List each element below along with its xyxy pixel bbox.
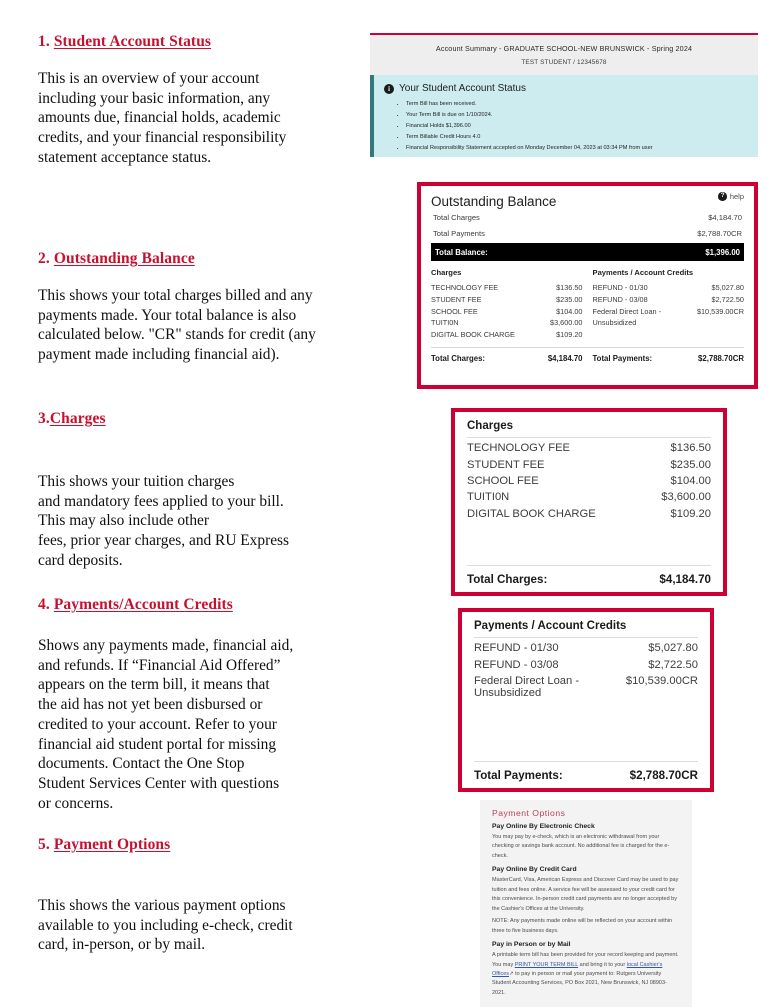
guide-section-2 bbox=[38, 250, 338, 365]
status-item: • Financial Responsibility Statement accepted on Monday December 04, 2023 at 03:34 PM from user bbox=[406, 143, 748, 154]
guide-section-3-title: Charges bbox=[49, 410, 106, 427]
guide-text-line: card deposits. bbox=[38, 551, 123, 569]
guide-column bbox=[0, 0, 360, 1007]
footer-total-payments-label: Total Payments: bbox=[592, 354, 653, 364]
guide-text-line: available to you including e-check, credit bbox=[38, 916, 293, 934]
charge-label: TECHNOLOGY FEE bbox=[467, 442, 570, 455]
charge-label: TUITI0N bbox=[431, 318, 459, 328]
payment-options-mail-paragraph bbox=[492, 951, 680, 998]
guide-text-line: financial aid student portal for missing bbox=[38, 735, 277, 753]
balance-footer-totals bbox=[431, 347, 744, 363]
outstanding-balance-title: Outstanding Balance bbox=[431, 194, 557, 209]
student-account-status-box bbox=[370, 75, 758, 157]
footer-total-payments bbox=[593, 354, 745, 363]
payment-label: Federal Direct Loan - Unsubsidized bbox=[474, 674, 580, 699]
student-account-status-title bbox=[384, 83, 748, 94]
charge-amount: $235.00 bbox=[670, 458, 711, 471]
charge-label: DIGITAL BOOK CHARGE bbox=[467, 507, 596, 520]
guide-section-5 bbox=[38, 836, 338, 955]
payment-options-heading: Pay Online By Credit Card bbox=[492, 866, 577, 874]
guide-text-line: payment made including financial aid). bbox=[38, 346, 280, 364]
charge-label: TUITI0N bbox=[467, 491, 510, 504]
guide-section-1-body bbox=[38, 69, 338, 168]
outstanding-balance-header bbox=[431, 192, 744, 209]
charge-amount: $3,600.00 bbox=[661, 491, 711, 504]
guide-text-line: This may also include other bbox=[38, 512, 209, 530]
charge-amount: $104.00 bbox=[670, 474, 711, 487]
guide-section-5-number: 5. bbox=[38, 836, 50, 853]
payments-card-spacer bbox=[474, 701, 698, 761]
guide-section-2-heading bbox=[38, 250, 338, 268]
guide-text-line: Student Services Center with questions bbox=[38, 775, 280, 793]
total-payments-value: $2,788.70CR bbox=[697, 228, 742, 238]
balance-payment-row bbox=[593, 317, 745, 329]
charge-label: DIGITAL BOOK CHARGE bbox=[431, 330, 515, 340]
charges-card-row bbox=[467, 506, 711, 522]
balance-charge-row bbox=[431, 294, 583, 306]
guide-text-line: appears on the term bill, it means that bbox=[38, 676, 270, 694]
total-balance-value: $1,396.00 bbox=[705, 247, 740, 257]
payment-label: Federal Direct Loan - bbox=[592, 306, 662, 316]
mail-text-part1: A printable term bill has been provided for your record keeping and payment. You may bbox=[492, 952, 679, 968]
guide-section-5-title: Payment Options bbox=[53, 836, 171, 853]
total-balance-row bbox=[431, 243, 744, 261]
charge-amount: $109.20 bbox=[670, 507, 711, 520]
payment-options-title: Payment Options bbox=[492, 808, 566, 818]
payment-amount: $10,539.00CR bbox=[625, 674, 698, 687]
footer-total-charges-value: $4,184.70 bbox=[547, 354, 583, 364]
charge-label: TECHNOLOGY FEE bbox=[431, 283, 499, 292]
balance-charge-row bbox=[431, 282, 583, 294]
payment-amount: $2,722.50 bbox=[711, 294, 744, 304]
guide-text-line: documents. Contact the One Stop bbox=[38, 755, 245, 773]
local-cashiers-offices-link[interactable]: local Cashier's Offices bbox=[492, 961, 663, 977]
outstanding-balance-screenshot bbox=[417, 182, 758, 389]
guide-section-3-heading bbox=[38, 410, 338, 428]
charges-total-value: $4,184.70 bbox=[659, 573, 711, 586]
payment-amount: $2,722.50 bbox=[648, 658, 698, 671]
guide-section-4-title: Payments/Account Credits bbox=[53, 596, 233, 613]
guide-text-line: This shows the various payment options bbox=[38, 897, 286, 914]
charges-card-header: Charges bbox=[467, 420, 711, 438]
mail-text-part3: to pay in person or mail your payment to: Rutgers University Student Accounting Services, PO Box 2021, New Brunswick, NJ 08903-2021. bbox=[492, 970, 667, 996]
charge-amount: $104.00 bbox=[556, 306, 583, 316]
payment-options-screenshot bbox=[480, 800, 692, 1007]
footer-total-payments-value: $2,788.70CR bbox=[698, 354, 744, 364]
external-link-icon: ↗ bbox=[509, 970, 514, 977]
guide-section-5-body bbox=[38, 896, 338, 955]
payment-label: REFUND - 03/08 bbox=[592, 294, 648, 304]
guide-section-1 bbox=[38, 33, 338, 168]
status-item: • Financial Holds $1,396.00 bbox=[406, 121, 748, 132]
payment-label: REFUND - 01/30 bbox=[592, 283, 648, 292]
guide-section-2-body bbox=[38, 286, 338, 365]
balance-charges-header: Charges bbox=[431, 268, 462, 277]
guide-text-line: This shows your total charges billed and any bbox=[38, 287, 313, 304]
charge-amount: $235.00 bbox=[556, 294, 583, 304]
guide-section-3 bbox=[38, 410, 338, 571]
balance-payment-row bbox=[593, 294, 745, 306]
account-summary-screenshot bbox=[370, 33, 758, 158]
guide-section-1-heading bbox=[38, 33, 338, 51]
payment-options-heading: Pay Online By Electronic Check bbox=[492, 823, 595, 830]
payment-amount: $10,539.00CR bbox=[696, 306, 744, 316]
guide-text-line: and refunds. If “Financial Aid Offered” bbox=[38, 656, 281, 674]
charge-amount: $109.20 bbox=[556, 330, 583, 340]
charges-total-label: Total Charges: bbox=[467, 573, 548, 586]
charges-card-row bbox=[467, 440, 711, 456]
charge-amount: $136.50 bbox=[670, 442, 711, 455]
footer-total-charges-label: Total Charges: bbox=[431, 354, 486, 364]
total-charges-row bbox=[431, 209, 744, 225]
payments-card-total bbox=[474, 761, 698, 782]
guide-section-4-body bbox=[38, 636, 338, 813]
guide-section-2-title: Outstanding Balance bbox=[53, 250, 195, 267]
payment-amount: $5,027.80 bbox=[711, 283, 744, 292]
guide-text-line: including your basic information, any bbox=[38, 89, 271, 107]
mail-text-part2: and bring it to your bbox=[578, 961, 627, 968]
help-label: help bbox=[729, 192, 744, 201]
payments-total-value: $2,788.70CR bbox=[629, 769, 698, 782]
total-payments-label: Total Payments bbox=[433, 228, 485, 238]
charge-amount: $3,600.00 bbox=[550, 318, 583, 328]
payment-options-paragraph: MasterCard, Visa, American Express and Discover Card may be used to pay tuition and fees online. A service fee will be assessed to your credit card for this convenience. In-person credit card payments are no longer accepted by the Cashier's Offices at the University. bbox=[492, 877, 679, 912]
guide-text-line: card, in-person, or by mail. bbox=[38, 936, 206, 954]
guide-text-line: payments made. Your total balance is also bbox=[38, 306, 297, 324]
payments-screenshot bbox=[458, 608, 714, 792]
help-link[interactable] bbox=[718, 192, 744, 201]
charges-card-row bbox=[467, 489, 711, 505]
student-identity: TEST STUDENT / 12345678 bbox=[521, 59, 607, 66]
payment-label: REFUND - 01/30 bbox=[474, 642, 559, 655]
total-payments-row bbox=[431, 225, 744, 241]
account-summary-header bbox=[370, 35, 758, 75]
payment-label: REFUND - 03/08 bbox=[474, 658, 559, 671]
guide-text-line: credits, and your financial responsibility bbox=[38, 129, 287, 147]
balance-charge-row bbox=[431, 306, 583, 318]
balance-payment-row bbox=[593, 282, 745, 294]
payments-card-header: Payments / Account Credits bbox=[474, 620, 698, 638]
guide-section-3-number: 3. bbox=[38, 410, 50, 427]
info-icon: i bbox=[384, 84, 394, 94]
guide-section-4-heading bbox=[38, 596, 338, 614]
guide-text-line: This shows your tuition charges bbox=[38, 473, 235, 490]
balance-payments-header: Payments / Account Credits bbox=[592, 268, 694, 277]
guide-text-line: the aid has not yet been disbursed or bbox=[38, 696, 263, 714]
payments-card-row bbox=[474, 673, 698, 701]
balance-charge-row bbox=[431, 317, 583, 329]
guide-text-line: calculated below. "CR" stands for credit (any bbox=[38, 326, 316, 344]
status-item: • Term Bill has been received. bbox=[406, 99, 748, 110]
charges-card-row bbox=[467, 473, 711, 489]
charge-label: STUDENT FEE bbox=[431, 294, 482, 304]
guide-text-line: statement acceptance status. bbox=[38, 148, 212, 166]
guide-section-1-title: Student Account Status bbox=[53, 33, 212, 50]
balance-payments-column bbox=[593, 268, 745, 341]
charges-card-spacer bbox=[467, 522, 711, 565]
guide-section-1-number: 1. bbox=[38, 33, 50, 50]
payments-total-label: Total Payments: bbox=[474, 769, 563, 782]
payment-options-note: NOTE: Any payments made online will be reflected on your account within three to five business days. bbox=[492, 918, 673, 934]
payment-options-heading: Pay in Person or by Mail bbox=[492, 941, 571, 949]
total-charges-label: Total Charges bbox=[433, 212, 480, 222]
footer-total-charges bbox=[431, 354, 583, 363]
status-item-list bbox=[384, 99, 748, 154]
payments-card-row bbox=[474, 656, 698, 672]
charge-label: STUDENT FEE bbox=[467, 458, 545, 471]
guide-text-line: fees, prior year charges, and RU Express bbox=[38, 532, 290, 550]
guide-section-4 bbox=[38, 596, 338, 813]
guide-text-line: This is an overview of your account bbox=[38, 70, 260, 87]
charges-card-total bbox=[467, 565, 711, 586]
account-summary-title: Account Summary - GRADUATE SCHOOL-NEW BRUNSWICK - Spring 2024 bbox=[435, 44, 693, 53]
payments-card-row bbox=[474, 640, 698, 656]
guide-section-4-number: 4. bbox=[38, 596, 50, 613]
guide-section-2-number: 2. bbox=[38, 250, 50, 267]
guide-section-5-heading bbox=[38, 836, 338, 854]
status-title-text: Your Student Account Status bbox=[399, 83, 526, 94]
guide-section-3-body bbox=[38, 472, 338, 571]
print-term-bill-link[interactable]: PRINT YOUR TERM BILL bbox=[514, 961, 579, 968]
guide-text-line: amounts due, financial holds, academic bbox=[38, 109, 281, 127]
balance-charges-column bbox=[431, 268, 583, 341]
charges-card-row bbox=[467, 456, 711, 472]
status-item: • Your Term Bill is due on 1/10/2024. bbox=[406, 110, 748, 121]
total-balance-label: Total Balance: bbox=[435, 247, 488, 257]
status-item: • Term Billable Credit Hours 4.0 bbox=[406, 132, 748, 143]
question-mark-icon: ? bbox=[718, 192, 727, 201]
charge-label: SCHOOL FEE bbox=[431, 306, 478, 316]
guide-text-line: credited to your account. Refer to your bbox=[38, 715, 277, 733]
payment-label: Unsubsidized bbox=[592, 318, 637, 328]
total-charges-value: $4,184.70 bbox=[708, 212, 742, 222]
balance-payment-row bbox=[593, 306, 745, 318]
guide-text-line: Shows any payments made, financial aid, bbox=[38, 637, 294, 654]
guide-text-line: and mandatory fees applied to your bill. bbox=[38, 492, 284, 510]
charges-screenshot bbox=[451, 408, 727, 596]
balance-detail-columns bbox=[431, 268, 744, 341]
charge-label: SCHOOL FEE bbox=[467, 474, 539, 487]
guide-text-line: or concerns. bbox=[38, 794, 114, 812]
payment-options-paragraph: You may pay by e-check, which is an electronic withdrawal from your checking or savings bank account. No additional fee is charged for the e-check. bbox=[492, 834, 670, 859]
charge-amount: $136.50 bbox=[556, 283, 583, 292]
payment-amount: $5,027.80 bbox=[648, 642, 698, 655]
balance-charge-row bbox=[431, 329, 583, 341]
